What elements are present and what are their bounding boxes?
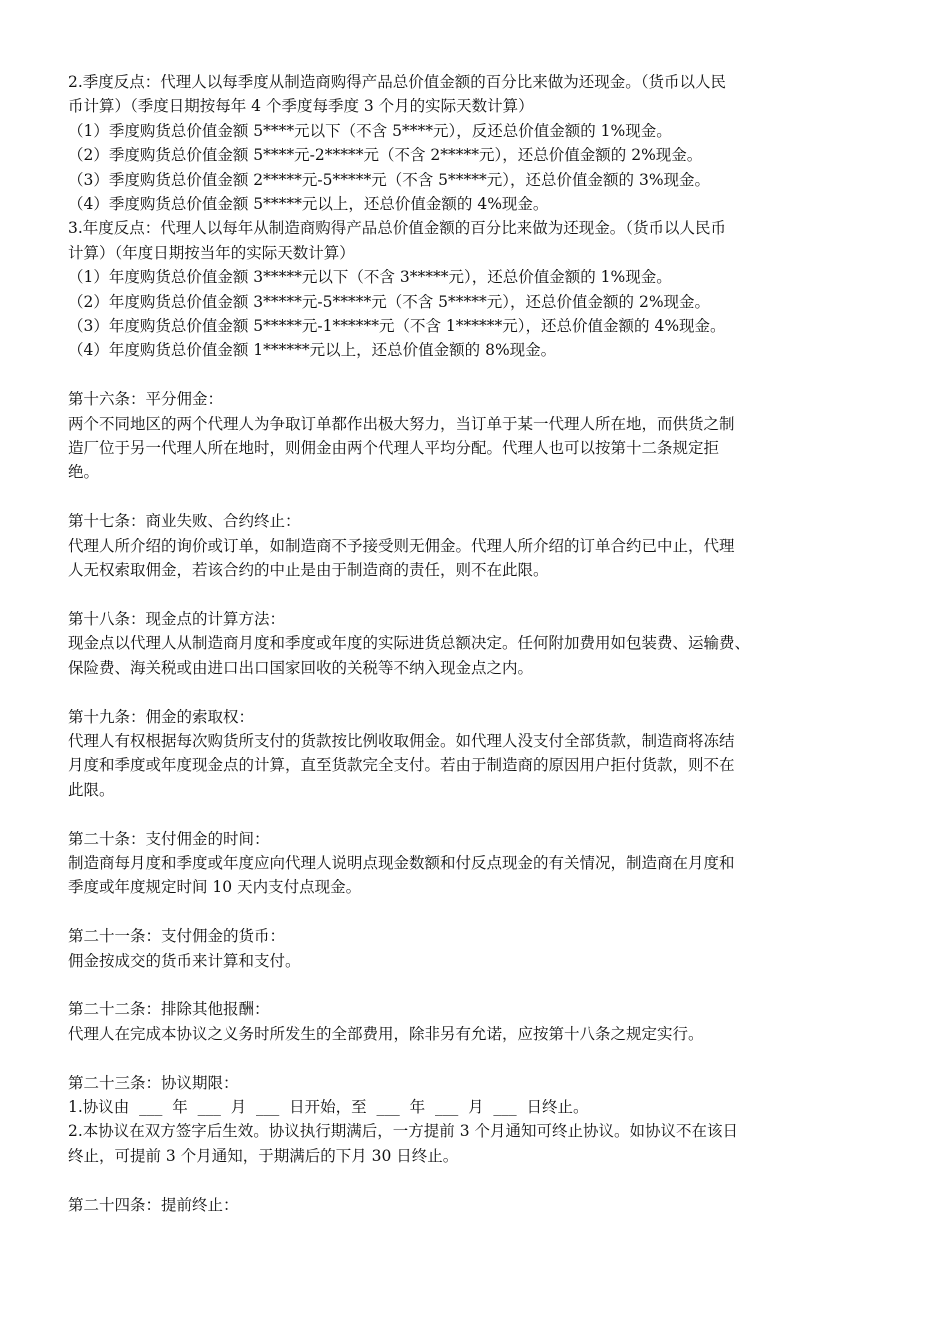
article-heading: 第二十条：支付佣金的时间： (68, 829, 270, 848)
quarterly-tier-2: （2）季度购货总价值金额 5****元-2*****元（不含 2*****元），还总价值金额的 2%现金。 (68, 146, 703, 165)
paragraph-gap (68, 1046, 888, 1070)
article-19 (68, 705, 888, 803)
article-text-line: 月度和季度或年度现金点的计算，直至货款完全支付。若由于制造商的原因用户拒付货款，则不在 (68, 756, 735, 775)
article-heading: 第二十一条：支付佣金的货币： (68, 927, 286, 946)
paragraph-gap (68, 1168, 888, 1192)
document-page (68, 70, 888, 1217)
quarterly-rebate-line: 币计算）（季度日期按每年 4 个季度每季度 3 个月的实际天数计算） (68, 97, 534, 116)
article-text-line: 代理人在完成本协议之义务时所发生的全部费用，除非另有允诺，应按第十八条之规定实行。 (68, 1024, 704, 1043)
annual-tier-3: （3）年度购货总价值金额 5*****元-1******元（不含 1******元），还总价值金额的 4%现金。 (68, 317, 726, 336)
article-text-line: 绝。 (68, 463, 100, 482)
article-heading: 第二十二条：排除其他报酬： (68, 1000, 270, 1019)
article-20 (68, 827, 888, 900)
article-17 (68, 509, 888, 582)
paragraph-gap (68, 583, 888, 607)
article-text-line: 人无权索取佣金，若该合约的中止是由于制造商的责任，则不在此限。 (68, 561, 549, 580)
article-21 (68, 924, 888, 973)
article-heading: 第十七条：商业失败、合约终止： (68, 512, 301, 531)
article-text-line: 造厂位于另一代理人所在地时，则佣金由两个代理人平均分配。代理人也可以按第十二条规定拒 (68, 439, 720, 458)
article-text-line: 两个不同地区的两个代理人为争取订单都作出极大努力，当订单于某一代理人所在地，而供货之制 (68, 414, 735, 433)
agreement-term-date-line: 1.协议由 ___ 年 ___ 月 ___ 日开始，至 ___ 年 ___ 月 ___ 日终止。 (68, 1097, 589, 1116)
article-heading: 第二十三条：协议期限： (68, 1073, 239, 1092)
article-text-line: 现金点以代理人从制造商月度和季度或年度的实际进货总额决定。任何附加费用如包装费、运输费、 (68, 634, 751, 653)
article-18 (68, 607, 888, 680)
article-23 (68, 1071, 888, 1169)
annual-rebate-clause (68, 216, 888, 362)
annual-rebate-line: 计算）（年度日期按当年的实际天数计算） (68, 243, 355, 262)
annual-tier-4: （4）年度购货总价值金额 1******元以上，还总价值金额的 8%现金。 (68, 341, 557, 360)
quarterly-tier-1: （1）季度购货总价值金额 5****元以下（不含 5****元），反还总价值金额的 1%现金。 (68, 121, 672, 140)
article-heading: 第十六条：平分佣金： (68, 390, 224, 409)
article-text-line: 2.本协议在双方签字后生效。协议执行期满后，一方提前 3 个月通知可终止协议。如协议不在该日 (68, 1122, 739, 1141)
paragraph-gap (68, 973, 888, 997)
quarterly-rebate-clause (68, 70, 888, 216)
article-text-line: 此限。 (68, 780, 115, 799)
paragraph-gap (68, 900, 888, 924)
article-text-line: 代理人所介绍的询价或订单，如制造商不予接受则无佣金。代理人所介绍的订单合约已中止，代理 (68, 536, 735, 555)
quarterly-rebate-line: 2.季度反点：代理人以每季度从制造商购得产品总价值金额的百分比来做为还现金。（货币以人民 (68, 73, 727, 91)
annual-tier-1: （1）年度购货总价值金额 3*****元以下（不含 3*****元），还总价值金额的 1%现金。 (68, 268, 672, 287)
article-text-line: 佣金按成交的货币来计算和支付。 (68, 951, 301, 970)
paragraph-gap (68, 802, 888, 826)
article-text-line: 季度或年度规定时间 10 天内支付点现金。 (68, 878, 362, 897)
quarterly-tier-3: （3）季度购货总价值金额 2*****元-5*****元（不含 5*****元），还总价值金额的 3%现金。 (68, 170, 711, 189)
paragraph-gap (68, 680, 888, 704)
annual-rebate-line: 3.年度反点：代理人以每年从制造商购得产品总价值金额的百分比来做为还现金。（货币以人民币 (68, 219, 727, 238)
quarterly-tier-4: （4）季度购货总价值金额 5*****元以上，还总价值金额的 4%现金。 (68, 195, 549, 214)
paragraph-gap (68, 485, 888, 509)
article-heading: 第十八条：现金点的计算方法： (68, 609, 286, 628)
article-22 (68, 997, 888, 1046)
article-text-line: 制造商每月度和季度或年度应向代理人说明点现金数额和付反点现金的有关情况，制造商在月度和 (68, 853, 735, 872)
article-text-line: 代理人有权根据每次购货所支付的货款按比例收取佣金。如代理人没支付全部货款，制造商将冻结 (68, 731, 735, 750)
article-heading: 第二十四条：提前终止： (68, 1195, 239, 1214)
article-text-line: 终止，可提前 3 个月通知，于期满后的下月 30 日终止。 (68, 1146, 459, 1165)
paragraph-gap (68, 363, 888, 387)
article-text-line: 保险费、海关税或由进口出口国家回收的关税等不纳入现金点之内。 (68, 658, 534, 677)
annual-tier-2: （2）年度购货总价值金额 3*****元-5*****元（不含 5*****元），还总价值金额的 2%现金。 (68, 292, 711, 311)
article-16 (68, 387, 888, 485)
article-24 (68, 1193, 888, 1217)
article-heading: 第十九条：佣金的索取权： (68, 707, 255, 726)
